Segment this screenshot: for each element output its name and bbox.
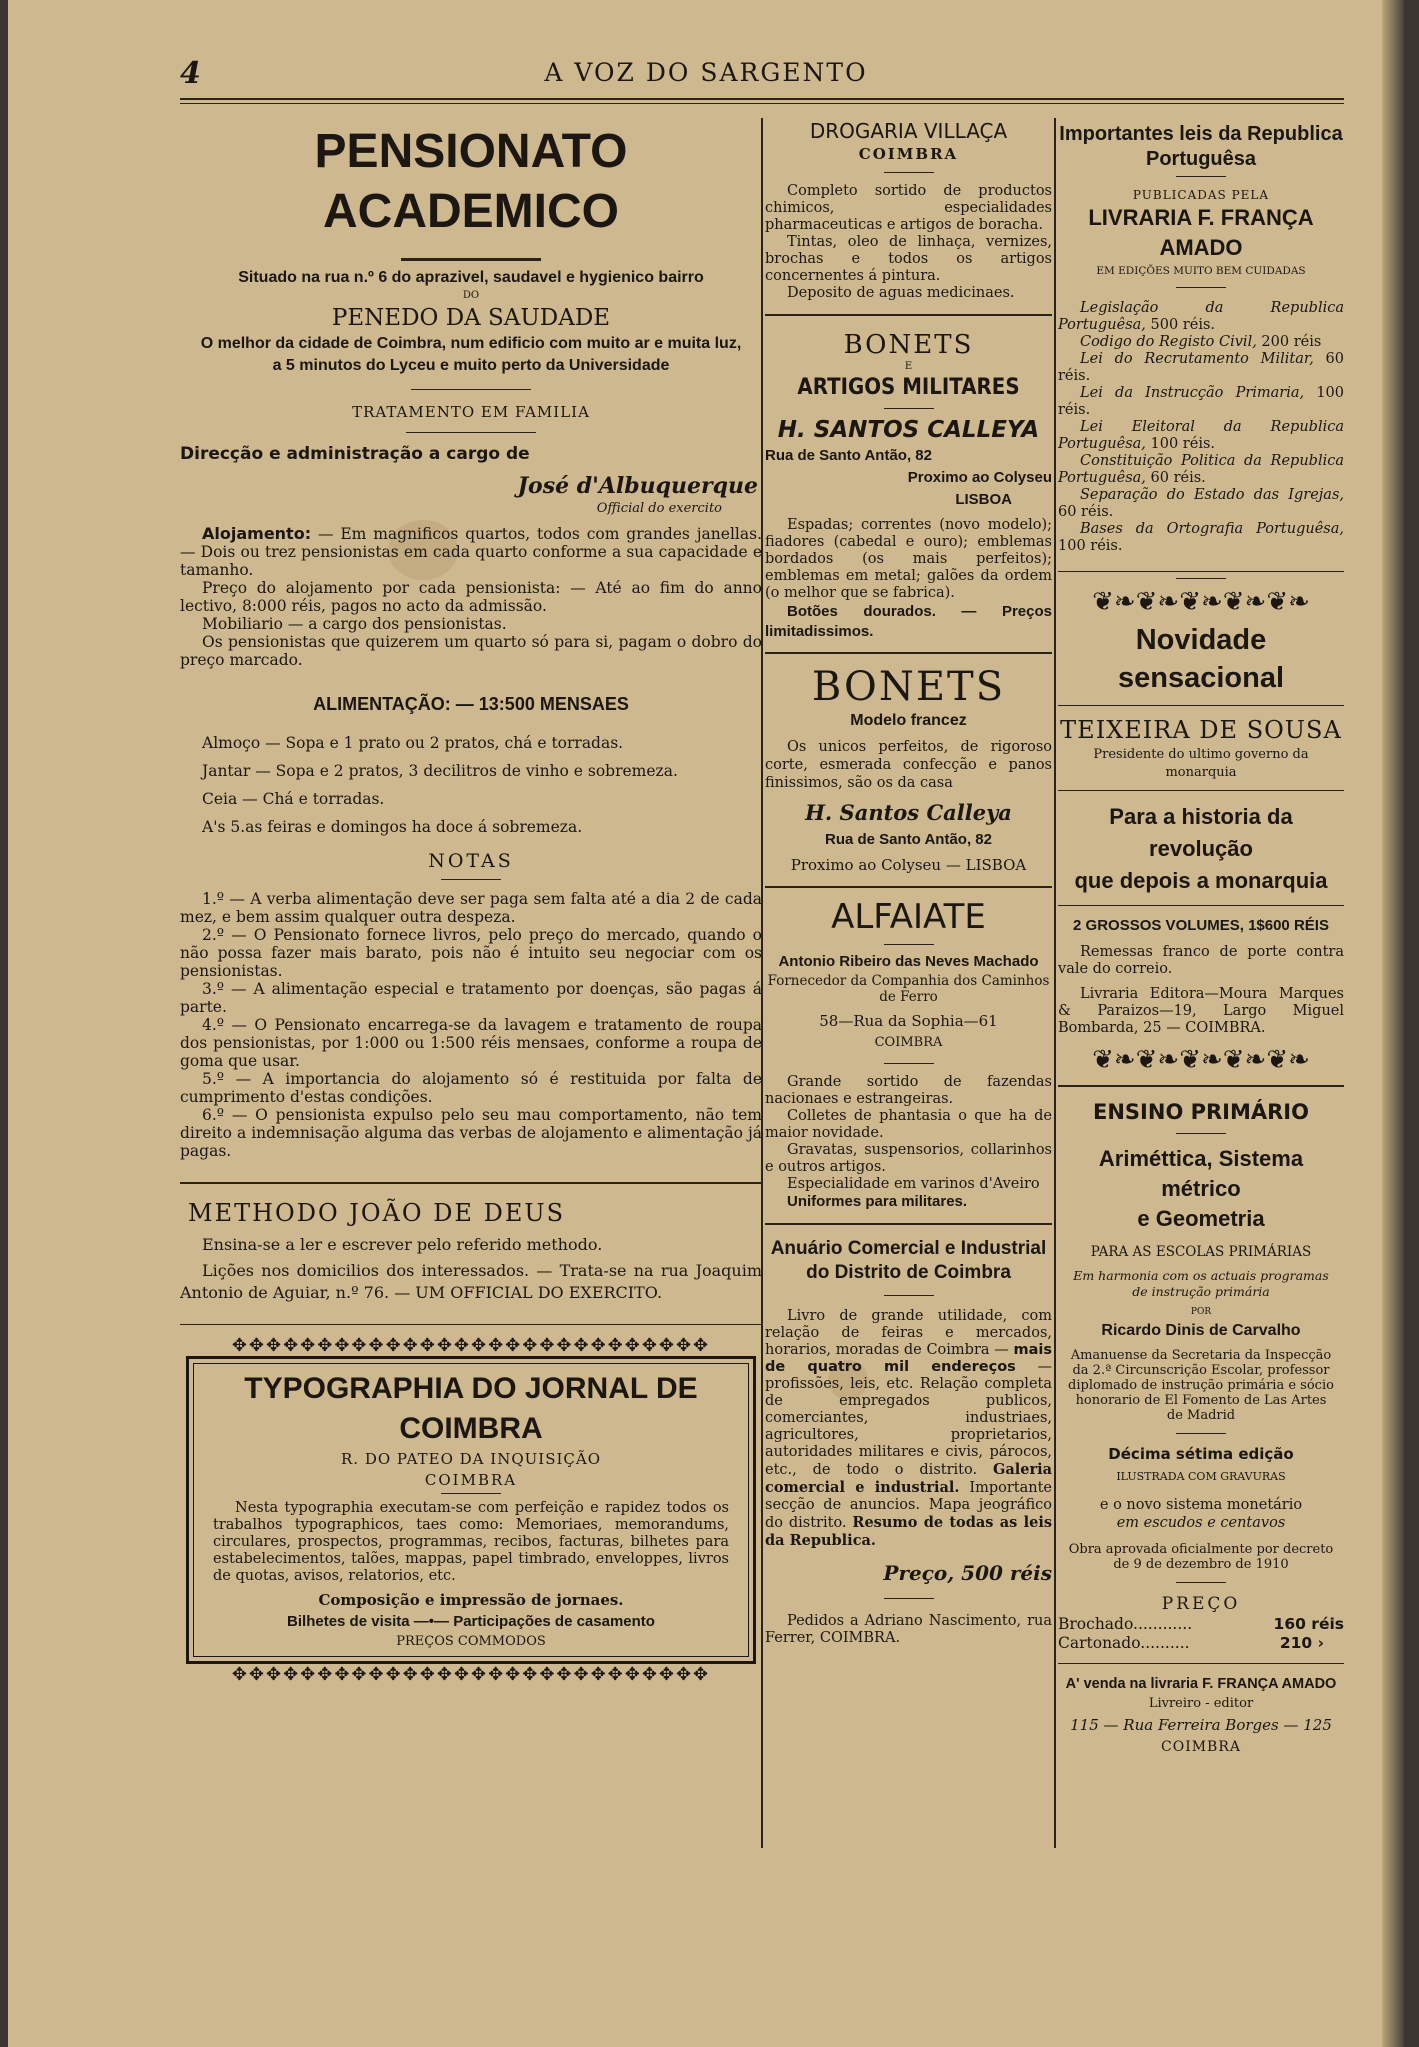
anuario-text-f: Resumo de todas as leis da Republica. [765,1514,1052,1549]
pensionato-os-pensionistas: Os pensionistas que quizerem um quarto só para si, pagam o dobro do preço marcado. [180,633,762,669]
bilhetes-dash: —•— [413,1613,450,1630]
lei-item [1058,385,1344,419]
alfaiate-city: COIMBRA [874,1035,943,1050]
lei-item [1058,487,1344,521]
novidade-author: TEIXEIRA DE SOUSA [1060,716,1342,744]
typographia-box [186,1356,756,1664]
bonets2-modelo: Modelo francez [850,712,967,729]
bonets2-rua: Rua de Santo Antão, 82 [825,831,992,848]
lei-price: 60 réis. [1145,470,1206,486]
metodo-line2: Lições nos domicilios dos interessados. — Trata-se na rua Joaquim Antonio de Aguiar, n.º 76. — UM OFFICIAL DO EXERCITO. [180,1261,762,1302]
ensino-para: PARA AS ESCOLAS PRIMÁRIAS [1090,1244,1312,1260]
alfaiate-ad [765,896,1052,1211]
lei-item [1058,419,1344,453]
alfaiate-p3: Gravatas, suspensorios, collarinhos e outros artigos. [765,1142,1052,1175]
column-right [1058,118,1344,1758]
lei-price: 200 réis [1256,334,1322,350]
notas-list [180,890,762,1160]
lei-item [1058,521,1344,555]
novidade-book-1: Para a historia da revolução [1109,804,1293,861]
pensionato-direccao: Direcção e administração a cargo de [180,444,530,464]
lei-item [1058,453,1344,487]
anuario-text-e: Importante secção de anuncios. Mapa jeográfico do distrito. [765,1480,1052,1531]
typographia-address: R. DO PATEO DA INQUISIÇÃO [340,1450,602,1468]
leis-title-2: Portuguêsa [1145,148,1257,170]
bonets1-title: BONETS [843,330,974,360]
leis-ad [1058,122,1344,555]
nota-item: 2.º — O Pensionato fornece livros, pelo preço do mercado, quando o não possa fazer mais barato, pois não é intuito seu negociar com os pensionistas. [180,926,762,980]
ensino-ilustrada: ILUSTRADA COM GRAVURAS [1116,1470,1286,1483]
bonets-ad-2 [765,664,1052,878]
price-row-cartonado [1058,1634,1344,1653]
anuario-text-a: Livro de grande utilidade, com relação de feiras e mercados, horarios, moradas de Coimbra — [765,1308,1052,1358]
header-rule [180,98,1344,100]
ensino-novo-2: em escudos e centavos [1116,1515,1286,1531]
pensionato-situated: Situado na rua n.º 6 do aprazivel, saudavel e hygienico bairro [238,269,704,286]
bonets2-title: BONETS [811,664,1006,710]
lei-title: Bases da Ortografia Portuguêsa, [1080,521,1344,537]
novidade-remessas: Remessas franco de porte contra vale do correio. [1058,944,1344,977]
menu-jantar: Jantar — Sopa e 2 pratos, 3 decilitros de vinho e sobremeza. [202,762,678,780]
ensino-por: POR [1190,1307,1212,1317]
column-middle [765,118,1052,1647]
typographia-ad [180,1335,762,1685]
leis-edicoes: EM EDIÇÕES MUITO BEM CUIDADAS [1096,265,1306,277]
anuario-pedidos: Pedidos a Adriano Nascimento, rua Ferrer, COIMBRA. [765,1613,1052,1646]
bonets1-artigos: ARTIGOS MILITARES [797,375,1020,400]
novidade-livraria: Livraria Editora—Moura Marques & Paraizos—19, Largo Miguel Bombarda, 25 — COIMBRA. [1058,986,1344,1036]
bonets1-e: E [904,361,913,372]
column-left [180,118,762,1685]
pensionato-melhor-1: O melhor da cidade de Coimbra, num edificio com muito ar e muita luz, [200,335,742,352]
drogaria-p3: Deposito de aguas medicinaes. [787,285,1015,301]
ensino-author-desc: Amanuense da Secretaria da Inspecção da 2.ª Circunscrição Escolar, professor diplomado de instrução primária e sócio honorario de El Fomento de Las Artes de Madrid [1068,1348,1334,1423]
ornament-border-top: ✥✥✥✥✥✥✥✥✥✥✥✥✥✥✥✥✥✥✥✥✥✥✥✥✥✥✥✥ [231,1335,711,1356]
nota-item: 1.º — A verba alimentação deve ser paga sem falta até a dia 2 de cada mez, e bem assim qualquer outra despeza. [180,890,762,926]
notas-title: NOTAS [428,850,514,872]
pensionato-title: PENSIONATO ACADEMICO [314,125,628,238]
alfaiate-fornecedor: Fornecedor da Companhia dos Caminhos de Ferro [767,973,1050,1005]
alfaiate-p5: Uniformes para militares. [787,1193,968,1210]
bonets1-botoes: Botões dourados. — Preços limitadissimos. [765,603,1052,640]
novidade-book-2: que depois a monarquia [1074,868,1328,893]
typographia-text: Nesta typographia executam-se com perfeição e rapidez todos os trabalhos typographicos, taes como: Memoriaes, memorandums, circulares, prospectos, programmas, recibos, facturas, bilhetes para estabelecimentos, talões, mappas, papel timbrado, enveloppes, livros de quotas, avisos, relatorios, etc. [213,1500,729,1584]
lei-price: 60 réis. [1058,351,1344,384]
metodo-title: METHODO JOÃO DE DEUS [188,1199,566,1227]
anuario-title-2: do Distrito de Coimbra [806,1262,1011,1283]
pensionato-mobiliario: Mobiliario — a cargo dos pensionistas. [202,615,507,633]
nota-item: 5.º — A importancia do alojamento só é restituida por falta de cumprimento d'estas condições. [180,1070,762,1106]
page-edge-shadow [1382,0,1404,2047]
pensionato-officer: Official do exercito [596,501,722,516]
ensino-title: ENSINO PRIMÁRIO [1093,1100,1309,1124]
bonets2-text: Os unicos perfeitos, de rigoroso corte, esmerada confecção e panos finissimos, são os da casa [765,739,1052,791]
novidade-volumes: 2 GROSSOS VOLUMES, 1$600 RÉIS [1073,917,1329,934]
novidade-title: Novidade sensacional [1117,624,1285,694]
nota-item: 4.º — O Pensionato encarrega-se da lavagem e tratamento de roupa dos pensionistas, por 1:000 ou 1:500 réis mensaes, conforme a roupa de goma que usar. [180,1016,762,1070]
alfaiate-name: Antonio Ribeiro das Neves Machado [778,953,1039,970]
ensino-ad [1058,1097,1344,1758]
bonets1-rua: Rua de Santo Antão, 82 [765,447,932,464]
lei-title: Codigo do Registo Civil, [1080,334,1257,350]
alfaiate-p1: Grande sortido de fazendas nacionaes e estrangeiras. [765,1074,1052,1107]
leis-livraria: LIVRARIA F. FRANÇA AMADO [1088,205,1314,260]
lei-title: Lei da Instrucção Primaria, [1080,385,1305,401]
lei-title: Constituição Politica da Republica Portuguêsa, [1058,453,1344,486]
anuario-text-b: mais de quatro mil endereços [765,1342,1052,1375]
anuario-title-1: Anuário Comercial e Industrial [770,1238,1047,1259]
drogaria-ad [765,118,1052,302]
newspaper-page [8,0,1404,2047]
anuario-ad [765,1237,1052,1647]
novidade-author-desc: Presidente do ultimo governo da monarquia [1093,747,1309,780]
ornament-divider: ❦❧❦❧❦❧❦❧❦❧ [1092,1045,1310,1075]
menu-sobremeza: A's 5.as feiras e domingos ha doce á sobremeza. [202,818,583,836]
participacoes-label: Participações de casamento [453,1613,655,1630]
typographia-bilhetes [213,1611,729,1633]
pensionato-do: DO [462,290,480,301]
leis-title-1: Importantes leis da Republica [1059,123,1343,145]
brochado-label: Brochado............ [1058,1615,1193,1633]
bonets1-name: H. SANTOS CALLEYA [777,417,1040,443]
bonets2-name: H. Santos Calleya [805,800,1012,825]
pensionato-preco: Preço do alojamento por cada pensionista: — Até ao fim do anno lectivo, 8:000 réis, pagos no acto da admissão. [180,579,762,615]
ensino-harmonia-2: de instrução primária [1132,1284,1270,1299]
ornament-divider: ❦❧❦❧❦❧❦❧❦❧ [1092,587,1310,617]
ensino-address: 115 — Rua Ferreira Borges — 125 [1070,1716,1332,1734]
ensino-preco-title: PREÇO [1161,1594,1241,1614]
anuario-text [765,1308,1052,1550]
ensino-edicao: Décima sétima edição [1108,1445,1294,1463]
pensionato-tratamento: TRATAMENTO EM FAMILIA [352,403,590,421]
ensino-subject-2: e Geometria [1137,1206,1265,1231]
pensionato-director-name: José d'Albuquerque [517,473,758,499]
lei-price: 100 réis. [1145,436,1216,452]
lei-price: 500 réis. [1145,317,1216,333]
pensionato-ad [180,122,762,1160]
leis-list [1058,300,1344,555]
column-divider [1054,118,1056,1848]
price-row-brochado [1058,1615,1344,1634]
cartonado-label: Cartonado.......... [1058,1634,1190,1652]
ensino-venda: A' venda na livraria F. FRANÇA AMADO [1065,1676,1337,1692]
drogaria-p1: Completo sortido de productos chimicos, especialidades pharmaceuticas e artigos de boracha. [765,183,1052,233]
pensionato-bairro: PENEDO DA SAUDADE [331,305,611,331]
drogaria-p2: Tintas, oleo de linhaça, vernizes, brochas e todos os artigos concernentes á pintura. [765,234,1052,284]
lei-item [1058,351,1344,385]
bilhetes-label: Bilhetes de visita [287,1613,410,1630]
ensino-novo-1: e o novo sistema monetário [1099,1497,1303,1513]
bonets1-proximo: Proximo ao Colyseu [907,469,1052,486]
alfaiate-address: 58—Rua da Sophia—61 [819,1012,998,1030]
brochado-price: 160 réis [1273,1615,1344,1633]
pensionato-alojamento [180,525,762,579]
cartonado-price: 210 › [1279,1634,1324,1652]
drogaria-city: COIMBRA [858,145,959,163]
lei-title: Separação do Estado das Igrejas, [1080,487,1344,503]
lei-item [1058,334,1344,351]
nota-item: 6.º — O pensionista expulso pelo seu mau comportamento, não tem direito a indemnisação alguma das verbas de alojamento e alimentação já pagas. [180,1106,762,1160]
leis-publicadas: PUBLICADAS PELA [1132,188,1270,202]
lei-price: 100 réis. [1058,538,1123,554]
lei-item [1058,300,1344,334]
typographia-precos: PREÇOS COMMODOS [396,1634,546,1649]
anuario-preco: Preço, 500 réis [883,1561,1052,1585]
typographia-title: TYPOGRAPHIA DO JORNAL DE COIMBRA [244,1372,698,1445]
bonets1-text: Espadas; correntes (novo modelo); fiadores (cabedal e ouro); emblemas bordados (os mais perfeitos); emblemas em metal; galões da ordem (o melhor que se fabrica). [765,517,1052,601]
alfaiate-title: ALFAIATE [831,897,986,937]
nota-item: 3.º — A alimentação especial e tratamento por doenças, são pagas á parte. [180,980,762,1016]
alfaiate-p2: Colletes de phantasia o que ha de maior novidade. [765,1108,1052,1141]
metodo-ad [180,1198,762,1304]
ensino-livreiro: Livreiro - editor [1148,1696,1254,1711]
ensino-author: Ricardo Dinis de Carvalho [1101,1322,1301,1339]
alojamento-text: — Em magnificos quartos, todos com grandes janellas. — Dois ou trez pensionistas em cada quarto conforme a sua capacidade e tamanho. [180,525,762,579]
bonets1-lisboa: LISBOA [955,491,1012,508]
ensino-city: COIMBRA [1161,1739,1241,1755]
drogaria-title: DROGARIA VILLAÇA [809,119,1008,143]
lei-title: Lei Eleitoral da Republica Portuguêsa, [1058,419,1344,452]
lei-title: Lei do Recrutamento Militar, [1080,351,1314,367]
pensionato-alimentacao: ALIMENTAÇÃO: — 13:500 MENSAES [313,694,629,714]
bonets2-proximo: Proximo ao Colyseu — LISBOA [790,856,1027,874]
alfaiate-p4: Especialidade em varinos d'Aveiro [787,1176,1040,1192]
anuario-text-c: — profissões, leis, etc. Relação completa de empregados publicos, comerciantes, industriaes, agricultores, proprietarios, autoridades militares e civis, párocos, etc., de todo o distrito. [765,1359,1052,1478]
lei-price: 60 réis. [1058,504,1114,520]
ornament-border-bottom: ✥✥✥✥✥✥✥✥✥✥✥✥✥✥✥✥✥✥✥✥✥✥✥✥✥✥✥✥ [231,1664,711,1685]
page-number: 4 [180,56,201,91]
lei-price: 100 réis. [1058,385,1344,418]
lei-title: Legislação da Republica Portuguêsa, [1058,300,1344,333]
novidade-ad [1058,621,1344,1037]
header-rule-thin [180,103,1344,104]
bonets-ad-1 [765,330,1052,642]
metodo-line1: Ensina-se a ler e escrever pelo referido methodo. [202,1235,603,1254]
typographia-composicao: Composição e impressão de jornaes. [318,1591,624,1609]
menu-ceia: Ceia — Chá e torradas. [202,790,385,808]
anuario-text-d: Galeria comercial e industrial. [765,1461,1052,1496]
newspaper-title: A VOZ DO SARGENTO [544,58,868,87]
ensino-subject-1: Ariméttica, Sistema métrico [1098,1146,1304,1201]
menu-almoco: Almoço — Sopa e 1 prato ou 2 pratos, chá e torradas. [202,734,624,752]
pensionato-melhor-2: a 5 minutos do Lyceu e muito perto da Universidade [272,357,670,374]
typographia-city: COIMBRA [424,1471,518,1489]
ensino-obra: Obra aprovada oficialmente por decreto de 9 de dezembro de 1910 [1068,1542,1334,1572]
ensino-harmonia-1: Em harmonia com os actuais programas [1073,1268,1329,1283]
alojamento-label: Alojamento: [202,524,312,543]
